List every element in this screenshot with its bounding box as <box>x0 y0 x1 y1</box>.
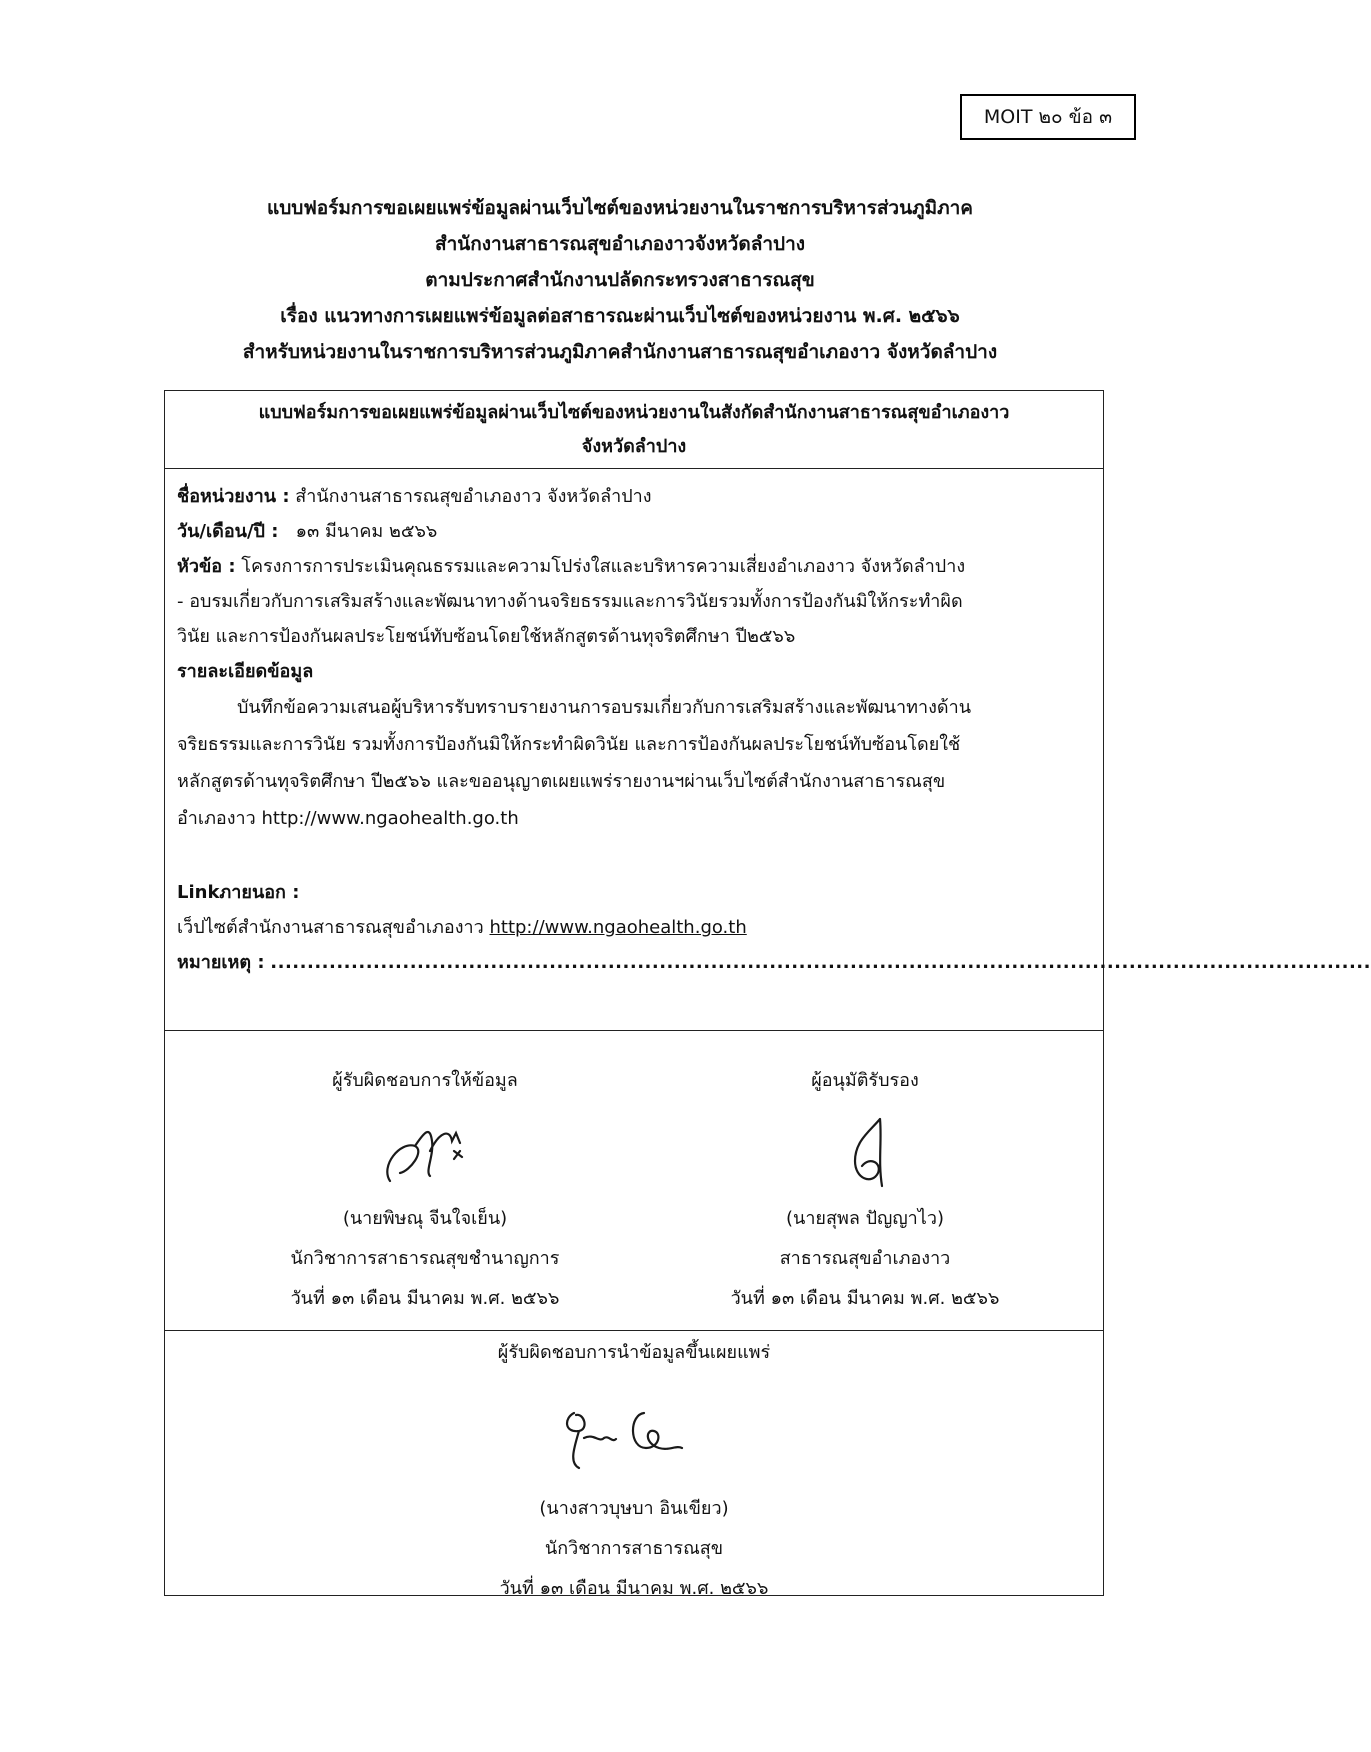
date-row <box>177 514 1091 549</box>
detail-line-3: หลักสูตรด้านทุจริตศึกษา ปี๒๕๖๖ และขออนุญาตเผยแพร่รายงานฯผ่านเว็บไซต์สำนักงานสาธารณสุข <box>177 771 946 792</box>
form-title <box>165 391 1103 469</box>
agency-value: สำนักงานสาธารณสุขอำเภองาว จังหวัดลำปาง <box>295 486 652 507</box>
external-link-label-text: Linkภายนอก : <box>177 882 300 903</box>
date-value: ๑๓ มีนาคม ๒๕๖๖ <box>295 521 438 542</box>
date-label: วัน/เดือน/ปี : <box>177 521 279 542</box>
approver-name: (นายสุพล ปัญญาไว) <box>786 1208 944 1229</box>
provider-position: นักวิชาการสาธารณสุขชำนาญการ <box>290 1248 560 1269</box>
note-label: หมายเหตุ : <box>177 952 265 973</box>
approver-role: ผู้อนุมัติรับรอง <box>811 1070 919 1091</box>
subject-label: หัวข้อ : <box>177 556 236 577</box>
provider-role: ผู้รับผิดชอบการให้ข้อมูล <box>332 1070 518 1091</box>
agency-label: ชื่อหน่วยงาน : <box>177 486 290 507</box>
provider-date: วันที่ ๑๓ เดือน มีนาคม พ.ศ. ๒๕๖๖ <box>290 1288 560 1309</box>
header-line-3: ตามประกาศสำนักงานปลัดกระทรวงสาธารณสุข <box>425 269 815 291</box>
detail-label-text: รายละเอียดข้อมูล <box>177 661 314 682</box>
external-link-url[interactable]: http://www.ngaohealth.go.th <box>489 917 747 938</box>
form-details <box>165 469 1371 1031</box>
detail-line-1: บันทึกข้อความเสนอผู้บริหารรับทราบรายงานการอบรมเกี่ยวกับการเสริมสร้างและพัฒนาทางด้าน <box>237 697 972 718</box>
note-row <box>177 945 1371 980</box>
external-link-label <box>177 875 1091 910</box>
header-line-1: แบบฟอร์มการขอเผยแพร่ข้อมูลผ่านเว็บไซต์ของหน่วยงานในราชการบริหารส่วนภูมิภาค <box>266 197 974 219</box>
external-link-row <box>177 910 1091 945</box>
approver-signature <box>810 1111 920 1191</box>
approver-date: วันที่ ๑๓ เดือน มีนาคม พ.ศ. ๒๕๖๖ <box>730 1288 1000 1309</box>
publisher-role: ผู้รับผิดชอบการนำข้อมูลขึ้นเผยแพร่ <box>497 1342 771 1363</box>
header-line-5: สำหรับหน่วยงานในราชการบริหารส่วนภูมิภาคสำนักงานสาธารณสุขอำเภองาว จังหวัดลำปาง <box>242 341 998 363</box>
publisher-section <box>165 1333 1103 1609</box>
moit-reference-box <box>960 94 1136 140</box>
document-header <box>120 190 1120 370</box>
signature-block-approver <box>675 1061 1055 1319</box>
agency-row <box>177 479 1091 514</box>
note-dots: ...................................................................................................................................................... <box>270 952 1371 973</box>
publisher-name: (นางสาวบุษบา อินเขียว) <box>539 1498 729 1519</box>
signature-block-provider <box>225 1061 625 1319</box>
approver-position: สาธารณสุขอำเภองาว <box>779 1248 951 1269</box>
moit-label: MOIT ๒๐ ข้อ ๓ <box>983 106 1113 128</box>
publisher-date: วันที่ ๑๓ เดือน มีนาคม พ.ศ. ๒๕๖๖ <box>499 1578 769 1599</box>
subject-value: โครงการการประเมินคุณธรรมและความโปร่งใสและบริหารความเสี่ยงอำเภองาว จังหวัดลำปาง <box>241 556 966 577</box>
request-form-table <box>164 390 1371 1599</box>
header-line-4: เรื่อง แนวทางการเผยแพร่ข้อมูลต่อสาธารณะผ่านเว็บไซต์ของหน่วยงาน พ.ศ. ๒๕๖๖ <box>280 305 960 327</box>
subject-line-3: วินัย และการป้องกันผลประโยชน์ทับซ้อนโดยใช้หลักสูตรด้านทุจริตศึกษา ปี๒๕๖๖ <box>177 626 796 647</box>
external-link-prefix: เว็ปไซต์สำนักงานสาธารณสุขอำเภองาว <box>177 917 484 938</box>
publisher-signature <box>534 1393 734 1483</box>
form-title-line-2: จังหวัดลำปาง <box>581 436 687 457</box>
provider-signature <box>370 1111 480 1191</box>
detail-label <box>177 654 1091 689</box>
detail-line-4: อำเภองาว http://www.ngaohealth.go.th <box>177 808 519 829</box>
header-line-2: สำนักงานสาธารณสุขอำเภองาวจังหวัดลำปาง <box>434 233 806 255</box>
detail-line-2: จริยธรรมและการวินัย รวมทั้งการป้องกันมิให้กระทำผิดวินัย และการป้องกันผลประโยชน์ทับซ้อนโดยใช้ <box>177 734 961 755</box>
signature-section <box>165 1031 1103 1331</box>
publisher-position: นักวิชาการสาธารณสุข <box>544 1538 724 1559</box>
subject-line-2: - อบรมเกี่ยวกับการเสริมสร้างและพัฒนาทางด้านจริยธรรมและการวินัยรวมทั้งการป้องกันมิให้กระทำผิด <box>177 591 963 612</box>
subject-row <box>177 549 1091 584</box>
provider-name: (นายพิษณุ จีนใจเย็น) <box>342 1208 508 1229</box>
form-title-line-1: แบบฟอร์มการขอเผยแพร่ข้อมูลผ่านเว็บไซต์ของหน่วยงานในสังกัดสำนักงานสาธารณสุขอำเภองาว <box>258 402 1010 423</box>
